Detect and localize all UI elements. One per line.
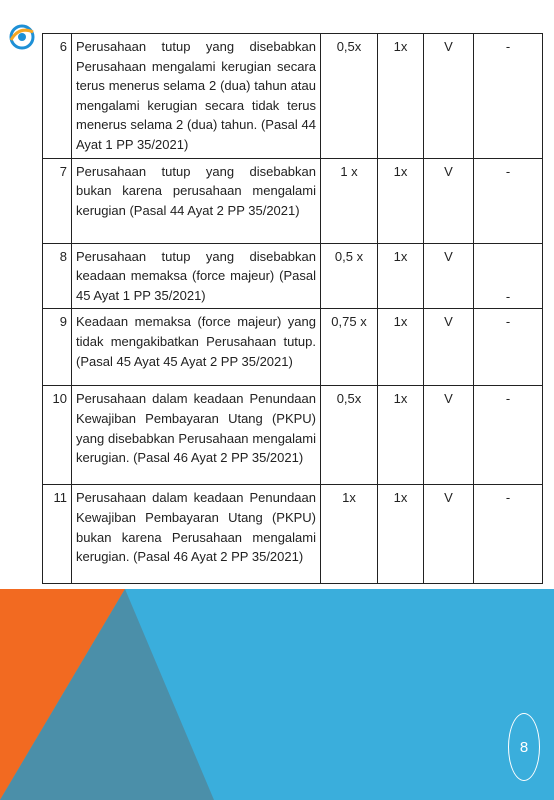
company-logo-icon — [7, 22, 37, 52]
row-number: 8 — [43, 243, 72, 309]
table-row — [43, 485, 543, 584]
multiplier-a: 0,5 x — [321, 243, 378, 309]
row-number: 10 — [43, 386, 72, 485]
table-row — [43, 158, 543, 243]
row-description: Perusahaan tutup yang disebabkan bukan karena perusahaan mengalami kerugian (Pasal 44 Ayat 2 PP 35/2021) — [72, 158, 321, 243]
check-mark: V — [424, 485, 474, 584]
dash-cell: - — [474, 34, 543, 159]
table-row — [43, 386, 543, 485]
row-number: 9 — [43, 309, 72, 386]
multiplier-a: 0,5x — [321, 386, 378, 485]
row-description: Perusahaan dalam keadaan Penundaan Kewajiban Pembayaran Utang (PKPU) yang disebabkan Perusahaan mengalami kerugian. (Pasal 46 Ayat 2 PP 35/2021) — [72, 386, 321, 485]
multiplier-b: 1x — [378, 34, 424, 159]
table-row — [43, 309, 543, 386]
check-mark: V — [424, 309, 474, 386]
page-number: 8 — [519, 738, 529, 756]
check-mark: V — [424, 34, 474, 159]
row-number: 11 — [43, 485, 72, 584]
check-mark: V — [424, 158, 474, 243]
multiplier-b: 1x — [378, 309, 424, 386]
multiplier-b: 1x — [378, 386, 424, 485]
row-description: Perusahaan tutup yang disebabkan Perusahaan mengalami kerugian secara terus menerus selama 2 (dua) tahun atau mengalami kerugian secara tidak terus menerus selama 2 (dua) tahun. (Pasal 44 Ayat 1 PP 35/2021) — [72, 34, 321, 159]
multiplier-b: 1x — [378, 485, 424, 584]
check-mark: V — [424, 243, 474, 309]
table-row — [43, 34, 543, 159]
row-number: 6 — [43, 34, 72, 159]
dash-cell: - — [474, 309, 543, 386]
multiplier-b: 1x — [378, 158, 424, 243]
row-description: Keadaan memaksa (force majeur) yang tidak mengakibatkan Perusahaan tutup. (Pasal 45 Ayat 45 Ayat 2 PP 35/2021) — [72, 309, 321, 386]
dash-cell: - — [474, 386, 543, 485]
dash-cell: - — [474, 243, 543, 309]
multiplier-a: 1x — [321, 485, 378, 584]
severance-table — [42, 33, 543, 584]
footer-decoration — [0, 589, 554, 800]
row-description: Perusahaan tutup yang disebabkan keadaan memaksa (force majeur) (Pasal 45 Ayat 1 PP 35/2021) — [72, 243, 321, 309]
row-number: 7 — [43, 158, 72, 243]
multiplier-a: 0,75 x — [321, 309, 378, 386]
multiplier-b: 1x — [378, 243, 424, 309]
dash-cell: - — [474, 158, 543, 243]
dash-cell: - — [474, 485, 543, 584]
multiplier-a: 0,5x — [321, 34, 378, 159]
table-row — [43, 243, 543, 309]
multiplier-a: 1 x — [321, 158, 378, 243]
check-mark: V — [424, 386, 474, 485]
page-number-badge — [508, 713, 540, 781]
row-description: Perusahaan dalam keadaan Penundaan Kewajiban Pembayaran Utang (PKPU) bukan karena Perusahaan mengalami kerugian. (Pasal 46 Ayat 2 PP 35/2021) — [72, 485, 321, 584]
